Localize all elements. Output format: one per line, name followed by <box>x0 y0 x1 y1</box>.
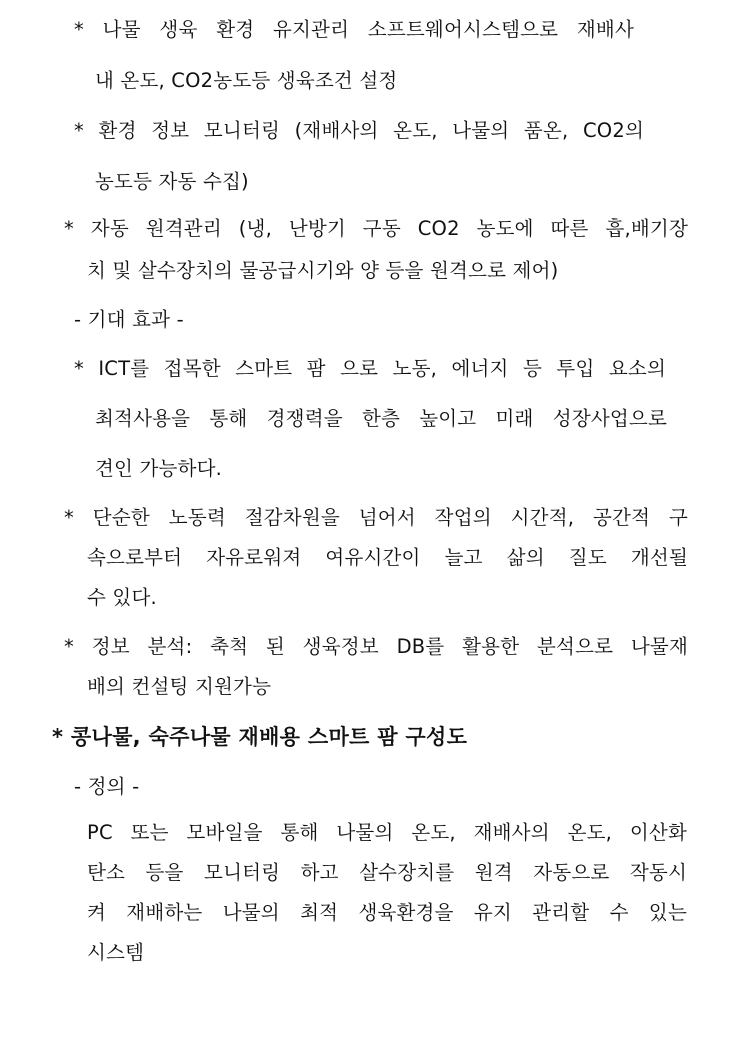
definition-line-1: PC 또는 모바일을 통해 나물의 온도, 재배사의 온도, 이산화 <box>87 821 687 844</box>
bullet-remote-management-line-1: * 자동 원격관리 (냉, 난방기 구동 CO2 농도에 따른 흡,배기장 <box>64 217 688 240</box>
bullet-labor-line-2: 속으로부터 자유로워져 여유시간이 늘고 삶의 질도 개선될 <box>87 546 688 569</box>
definition-line-3: 켜 재배하는 나물의 최적 생육환경을 유지 관리할 수 있는 <box>87 901 687 924</box>
bullet-monitoring-line-1: * 환경 정보 모니터링 (재배사의 온도, 나물의 품온, CO2의 <box>74 119 644 142</box>
bullet-labor-line-1: * 단순한 노동력 절감차원을 넘어서 작업의 시간적, 공간적 구 <box>64 506 688 529</box>
bullet-ict-line-2: 최적사용을 통해 경쟁력을 한층 높이고 미래 성장사업으로 <box>95 407 667 430</box>
bullet-remote-management-line-2: 치 및 살수장치의 물공급시기와 양 등을 원격으로 제어) <box>87 259 559 282</box>
definition-heading: - 정의 - <box>74 775 140 798</box>
definition-line-2: 탄소 등을 모니터링 하고 살수장치를 원격 자동으로 작동시 <box>87 861 687 884</box>
bullet-ict-line-3: 견인 가능하다. <box>95 457 223 480</box>
bullet-software-system-line-2: 내 온도, CO2농도등 생육조건 설정 <box>95 69 398 92</box>
bullet-software-system-line-1: * 나물 생육 환경 유지관리 소프트웨어시스템으로 재배사 <box>74 18 634 41</box>
bullet-analysis-line-2: 배의 컨설팅 지원가능 <box>87 675 272 698</box>
bullet-labor-line-3: 수 있다. <box>87 586 157 609</box>
bullet-ict-line-1: * ICT를 접목한 스마트 팜 으로 노동, 에너지 등 투입 요소의 <box>74 357 666 380</box>
bullet-monitoring-line-2: 농도등 자동 수집) <box>95 170 249 193</box>
section-title: * 콩나물, 숙주나물 재배용 스마트 팜 구성도 <box>52 725 468 749</box>
bullet-analysis-line-1: * 정보 분석: 축척 된 생육정보 DB를 활용한 분석으로 나물재 <box>64 635 688 658</box>
expected-effect-heading: - 기대 효과 - <box>74 308 184 331</box>
definition-line-4: 시스템 <box>87 941 145 964</box>
